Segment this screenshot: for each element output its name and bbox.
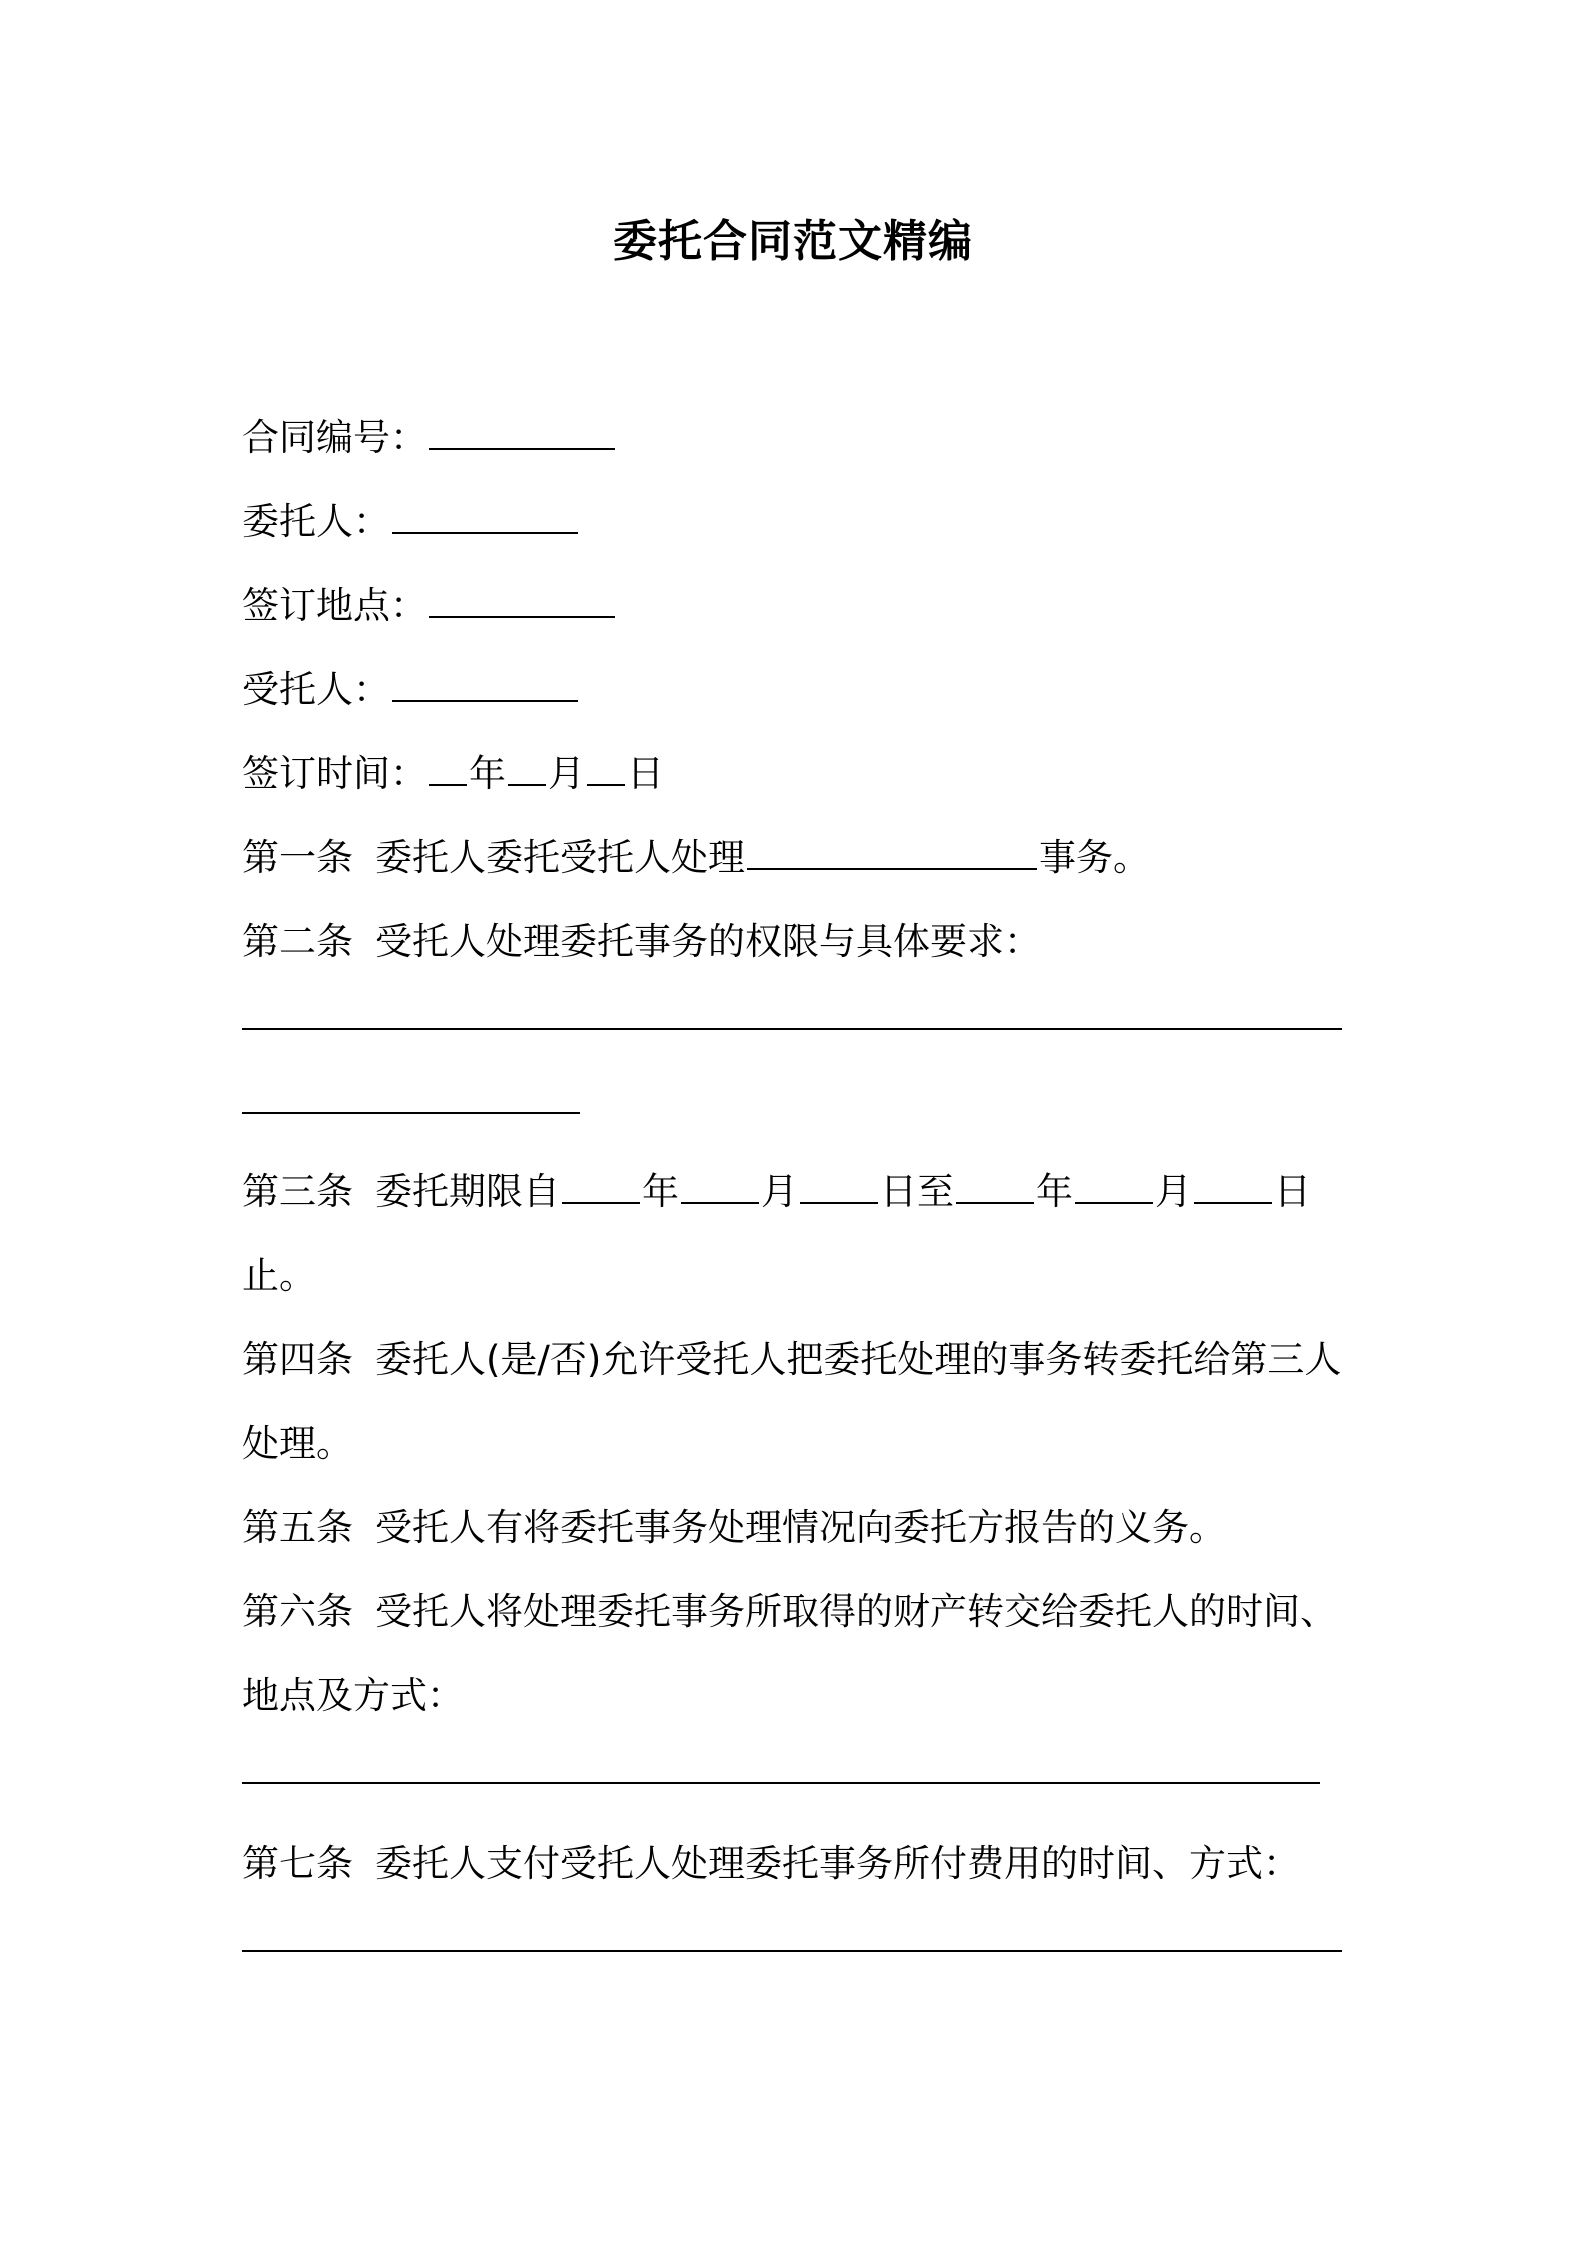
article-2-fill-line-2 bbox=[242, 1112, 580, 1114]
article-1-text-before: 委托人委托受托人处理 bbox=[375, 836, 745, 879]
article-3-year2-blank bbox=[956, 1168, 1034, 1204]
article-3-month: 月 bbox=[761, 1170, 798, 1213]
article-3-year2: 年 bbox=[1036, 1170, 1073, 1213]
article-4-cont-text: 处理。 bbox=[242, 1422, 353, 1465]
signing-place-label: 签订地点： bbox=[242, 584, 427, 627]
article-6 bbox=[242, 1586, 1337, 1638]
article-3-number: 第三条 bbox=[242, 1170, 353, 1213]
article-3-year-blank bbox=[562, 1168, 640, 1204]
agent-line bbox=[242, 664, 580, 716]
article-3-year: 年 bbox=[642, 1170, 679, 1213]
article-1-text-after: 事务。 bbox=[1039, 836, 1150, 879]
article-3-day2: 日 bbox=[1274, 1170, 1311, 1213]
document-title: 委托合同范文精编 bbox=[613, 216, 973, 267]
date-month-text: 月 bbox=[548, 752, 585, 795]
article-4-continuation bbox=[242, 1418, 353, 1470]
article-4 bbox=[242, 1334, 1341, 1386]
article-3-month2: 月 bbox=[1155, 1170, 1192, 1213]
principal-blank bbox=[392, 498, 578, 534]
article-7-number: 第七条 bbox=[242, 1842, 353, 1885]
article-3-month-blank bbox=[681, 1168, 759, 1204]
principal-label: 委托人： bbox=[242, 500, 390, 543]
article-6-fill-line bbox=[242, 1782, 1320, 1784]
contract-number-line bbox=[242, 412, 617, 464]
article-3-continuation bbox=[242, 1250, 316, 1302]
article-2-fill-line-1 bbox=[242, 1028, 1342, 1030]
date-day-blank bbox=[587, 750, 625, 786]
article-1-blank bbox=[747, 834, 1037, 870]
article-7-fill-line bbox=[242, 1950, 1342, 1952]
article-1-number: 第一条 bbox=[242, 836, 353, 879]
agent-label: 受托人： bbox=[242, 668, 390, 711]
signing-place-line bbox=[242, 580, 617, 632]
date-year-text: 年 bbox=[469, 752, 506, 795]
article-6-continuation bbox=[242, 1670, 464, 1722]
signing-date-label: 签订时间： bbox=[242, 752, 427, 795]
contract-number-blank bbox=[429, 414, 615, 450]
article-5-number: 第五条 bbox=[242, 1506, 353, 1549]
article-3 bbox=[242, 1166, 1311, 1218]
principal-line bbox=[242, 496, 580, 548]
date-day-text: 日 bbox=[627, 752, 664, 795]
article-7 bbox=[242, 1838, 1300, 1890]
article-6-text: 受托人将处理委托事务所取得的财产转交给委托人的时间、 bbox=[375, 1590, 1337, 1633]
article-5-text: 受托人有将委托事务处理情况向委托方报告的义务。 bbox=[375, 1506, 1226, 1549]
article-2-text: 受托人处理委托事务的权限与具体要求： bbox=[375, 920, 1041, 963]
article-3-text-before: 委托期限自 bbox=[375, 1170, 560, 1213]
article-1 bbox=[242, 832, 1150, 884]
signing-date-line bbox=[242, 748, 664, 800]
agent-blank bbox=[392, 666, 578, 702]
article-3-day-blank bbox=[800, 1168, 878, 1204]
date-year-blank bbox=[429, 750, 467, 786]
article-2 bbox=[242, 916, 1041, 968]
article-7-text: 委托人支付受托人处理委托事务所付费用的时间、方式： bbox=[375, 1842, 1300, 1885]
date-month-blank bbox=[508, 750, 546, 786]
article-4-text: 委托人(是/否)允许受托人把委托处理的事务转委托给第三人 bbox=[375, 1338, 1342, 1381]
article-5 bbox=[242, 1502, 1226, 1554]
article-3-day2-blank bbox=[1194, 1168, 1272, 1204]
article-3-month2-blank bbox=[1075, 1168, 1153, 1204]
article-4-number: 第四条 bbox=[242, 1338, 353, 1381]
article-2-number: 第二条 bbox=[242, 920, 353, 963]
article-6-cont-text: 地点及方式： bbox=[242, 1674, 464, 1717]
signing-place-blank bbox=[429, 582, 615, 618]
article-3-day-to: 日至 bbox=[880, 1170, 954, 1213]
article-3-cont-text: 止。 bbox=[242, 1254, 316, 1297]
contract-number-label: 合同编号： bbox=[242, 416, 427, 459]
article-6-number: 第六条 bbox=[242, 1590, 353, 1633]
